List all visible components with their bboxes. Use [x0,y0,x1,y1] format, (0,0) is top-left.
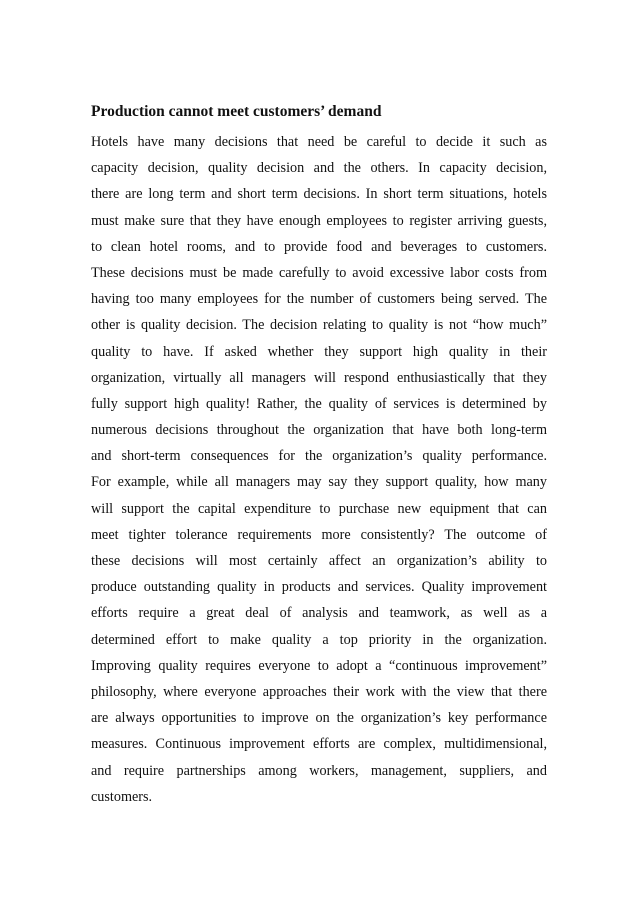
paragraph-line: fully support high quality! Rather, the quality of services is determined by [91,395,547,412]
paragraph-line: other is quality decision. The decision relating to quality is not “how much” [91,317,547,334]
paragraph-line: measures. Continuous improvement efforts are complex, multidimensional, [91,736,547,753]
paragraph-line: customers. [91,788,153,805]
paragraph-line: must make sure that they have enough employees to register arriving guests, [91,212,547,229]
paragraph-line: these decisions will most certainly affect an organization’s ability to [91,553,547,569]
paragraph-line: For example, while all managers may say they support quality, how many [91,474,547,491]
paragraph-line: and require partnerships among workers, management, suppliers, and [91,762,547,779]
body-paragraph [91,129,547,810]
paragraph-line: philosophy, where everyone approaches their work with the view that there [91,683,547,700]
paragraph-line: to clean hotel rooms, and to provide food and beverages to customers. [91,238,547,255]
paragraph-line: These decisions must be made carefully to avoid excessive labor costs from [91,264,547,281]
paragraph-line: and short-term consequences for the organization’s quality performance. [91,448,547,465]
paragraph-line: are always opportunities to improve on the organization’s key performance [91,710,547,727]
paragraph-line: Improving quality requires everyone to adopt a “continuous improvement” [91,657,547,674]
section-heading: Production cannot meet customers’ demand [91,103,382,120]
paragraph-line: will support the capital expenditure to purchase new equipment that can [91,500,547,517]
paragraph-line: there are long term and short term decisions. In short term situations, hotels [91,186,547,203]
paragraph-line: efforts require a great deal of analysis and teamwork, as well as a [91,605,547,622]
paragraph-line: Hotels have many decisions that need be careful to decide it such as [91,134,547,150]
paragraph-line: determined effort to make quality a top priority in the organization. [91,631,547,648]
paragraph-line: capacity decision, quality decision and the others. In capacity decision, [91,160,547,177]
paragraph-line: having too many employees for the number of customers being served. The [91,291,547,308]
paragraph-line: produce outstanding quality in products and services. Quality improvement [91,579,547,596]
paragraph-line: meet tighter tolerance requirements more consistently? The outcome of [91,526,547,543]
paragraph-line: quality to have. If asked whether they support high quality in their [91,343,547,360]
paragraph-line: numerous decisions throughout the organization that have both long-term [91,422,547,439]
paragraph-line: organization, virtually all managers will respond enthusiastically that they [91,369,547,386]
